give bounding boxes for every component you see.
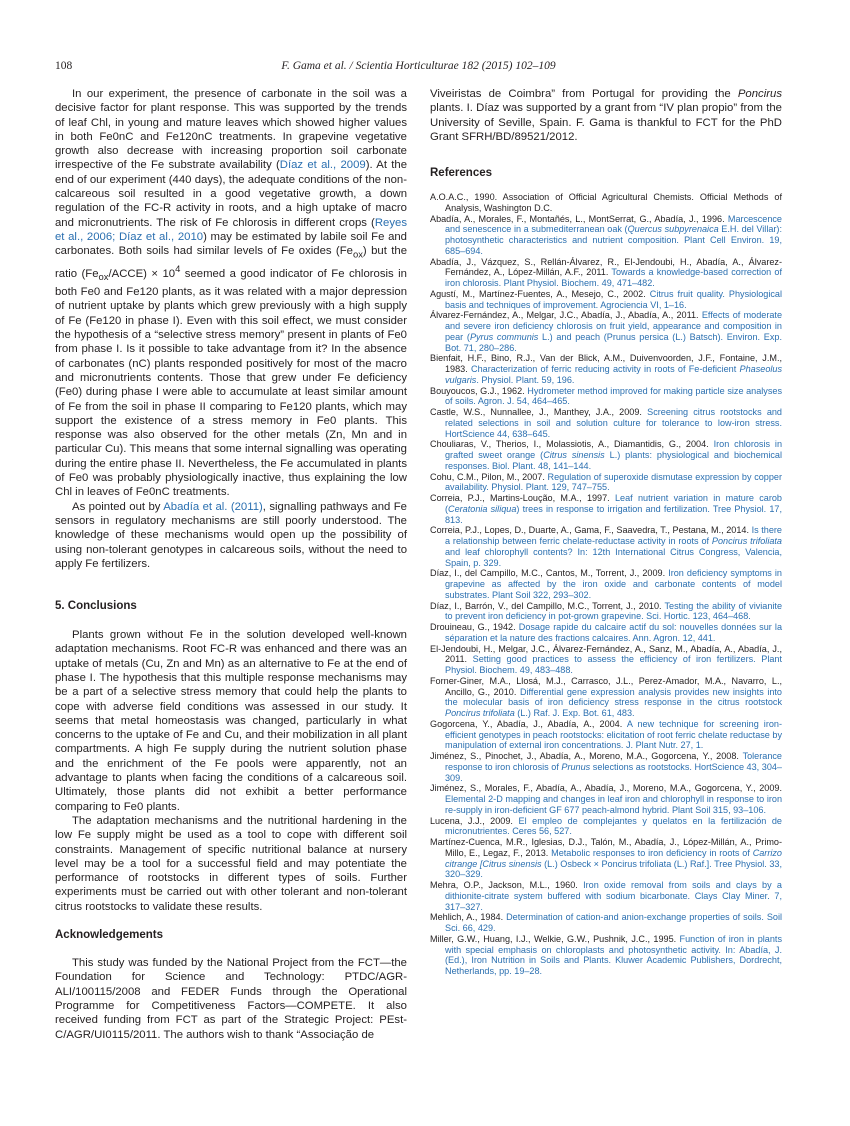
reference-link[interactable]: Iron chlorosis in grafted sweet orange ( [445,439,783,461]
reference-authors: Díaz, I., del Campillo, M.C., Cantos, M., Torrent, J., 2009. [430,568,669,579]
acknowledgements-continued [430,87,782,144]
reference-authors: Castle, W.S., Nunnallee, J., Manthey, J.A., 2009. [430,407,648,418]
reference-link[interactable]: El empleo de complejantes y quelatos en la fertilización de micronutrientes. Ceres 56, 527. [445,815,782,837]
reference-link[interactable]: Tolerance response to iron chlorosis of [445,751,782,772]
reference-authors: Mehlich, A., 1984. [430,912,507,923]
discussion-paragraph-2 [55,500,407,571]
reference-link[interactable]: Prunus [561,761,591,772]
reference-list [430,192,782,977]
reference-authors: Cohu, C.M., Pilon, M., 2007. [430,471,548,482]
reference-authors: Martínez-Cuenca, M.R., Iglesias, D.J., Talón, M., Abadía, J., López-Millán, A., Primo-Millo, E., Legaz, F., 2013. [430,837,782,858]
reference-item [430,934,782,977]
text-run: Viveiristas de Coimbra” from Portugal for providing the [430,88,738,100]
reference-authors: Jiménez, S., Pinochet, J., Abadía, A., Moreno, M.A., Gogorcena, Y., 2008. [430,751,743,762]
reference-authors: Correia, P.J., Martins-Loução, M.A., 1997. [430,493,615,504]
reference-link[interactable]: Setting good practices to assess the efficiency of iron fertilizers. Plant Physiol. Biochem. 49, 483–488. [445,654,782,676]
reference-item [430,472,782,494]
reference-authors: Lucena, J.J., 2009. [430,815,519,826]
reference-link[interactable]: Towards a knowledge-based correction of iron chlorosis. Plant Physiol. Biochem. 49, 471–482. [445,267,782,289]
reference-link[interactable]: A new technique for screening iron-efficient genotypes in peach rootstocks: elicitation of root ferric chelate reductase by manipulation of external iron concentrations. J. Plant Nutr. 27, 1. [445,718,782,751]
reference-item [430,439,782,471]
reference-authors: Gogorcena, Y., Abadía, J., Abadía, A., 2004. [430,718,627,729]
reference-link[interactable]: Characterization of ferric reducing activity in roots of Fe-deficient [471,364,740,375]
reference-link[interactable]: E.H. del Villar): photosynthetic characteristics and nutrient composition. Plant Cell Environ. 19, 685–694. [445,224,782,256]
reference-authors: Bienfait, H.F., Bino, R.J., Van der Blick, A.M., Duivenvoorden, J.F., Fontaine, J.M., 1983. [430,353,782,375]
reference-item [430,525,782,568]
reference-item [430,837,782,880]
reference-authors: Álvarez-Fernández, A., Melgar, J.C., Abadía, J., Abadía, A., 2011. [430,310,702,321]
reference-item [430,644,782,676]
references-heading: References [430,167,493,180]
reference-link[interactable]: Poncirus trifoliata [445,708,515,719]
reference-link[interactable]: Is there a relationship between ferric chelate-reductase activity in roots of [445,525,782,547]
conclusions-paragraph-1: Plants grown without Fe in the solution developed well-known adaptation mechanisms. Root FC-R was enhanced and there was an uptake of metals (Cu, Zn and Mn) as an alternative to Fe at the end of phase I. The hypothesis that this multiple response mechanisms may be a part of a selective stress memory that could help the plants to cope with adverse field conditions was assessed in our study. It seems that metal homeostasis was changed, particularly in what concerns to the uptake of Fe and Cu, and their mobilization in all plant compartments. A high Fe supply during the nutrient solution phase and the enrichment of the Fe pools were apparently, not an advantage to plants when facing the conditions of a calcareous soil. Ultimately, those plants did not exhibit a better performance comparing to Fe0 plants. [55,629,407,813]
reference-authors: Abadía, A., Morales, F., Montañés, L., MontSerrat, G., Abadía, J., 1996. [430,213,728,224]
text-run: , signalling pathways and Fe sensors in regulatory mechanisms are still poorly understood. The knowledge of these mechanisms would open up the possibility of using non-tolerant genotypes in calcareous soils, without the need to apply Fe fertilizers. [55,500,407,570]
reference-item [430,816,782,838]
reference-item [430,386,782,408]
reference-item [430,622,782,644]
reference-item [430,289,782,311]
reference-authors: Abadía, J., Vázquez, S., Rellán-Álvarez, R., El-Jendoubi, H., Abadía, A., Álvarez-Fernández, A., López-Millán, A.F., 2011. [430,256,782,278]
text-run: seemed a good indicator of Fe chlorosis in both Fe0 and Fe120 plants, as it was related with a major depression of nutrient uptake by plants which grew previously with a high supply of Fe (Fe120 in phase I). Even with this soil effect, we must consider the hypothesis of a “selective stress memory” present in plants of Fe0 from phase I. Is it possible to take advantage from it? In the absence of carbonates (nC) plants responded positively for most of the macro and micronutrients contents. Those that grew under Fe deficiency (Fe0) during phase I were able to accumulate at least similar amount of Fe from the soil in phase II comparing to Fe120 plants, which may support the existence of a stress memory in Fe0 plants. This response was also observed for the other metals (Zn, Mn and in particular Cu). This means that some internal signalling was operating during the entire phase II. Nevertheless, the Fe accumulated in plants of Fe0 was probably physiologically inactive, thus explaining the low Chl in leaves of Fe0nC treatments. [55,267,407,499]
reference-item [430,751,782,783]
running-title: F. Gama et al. / Scientia Horticulturae 182 (2015) 102–109 [281,60,556,72]
page-number: 108 [55,60,73,72]
citation-link[interactable]: Reyes et al., 2006; Díaz et al., 2010 [55,216,407,243]
reference-item [430,214,782,257]
reference-item [430,912,782,934]
reference-link[interactable]: selections as rootstocks. HortScience 43, 304–309. [445,761,782,783]
text-run: In our experiment, the presence of carbonate in the soil was a decisive factor for plant response. This was supported by the trends of leaf Chl, in young and mature leaves which showed higher values in both Fe0nC and Fe120nC treatments. In grapevine vegetative growth also decrease with increasing proportion soil carbonate irrespective of the Fe substrate availability ( [55,88,407,172]
reference-link[interactable]: (L.) Raf. J. Exp. Bot. 61, 483. [514,708,635,719]
reference-link[interactable]: L.) and peach (Prunus persica (L.) Batsch). Environ. Exp. Bot. 71, 280–286. [445,331,782,353]
reference-link[interactable]: . Physiol. Plant. 59, 196. [476,374,575,385]
reference-link[interactable]: Testing the ability of vivianite to prevent iron deficiency in pot-grown grapevine. Sci. Hortic. 123, 464–468. [445,600,783,622]
conclusions-paragraph-2: The adaptation mechanisms and the nutritional hardening in the low Fe supply might be used as a tool to cope with different soil constraints. Management of specific nutritional balance at nursery level may be a tool for a successful field and may potentiate the performance of rootstocks in different types of soils. Further experiments must be carried out with other tolerant and non-tolerant citrus rootstocks to validate these results. [55,814,407,913]
reference-link[interactable]: Screening citrus rootstocks and related selections in soil and solution culture for tolerance to low-iron stress. HortScience 44, 638–645. [445,407,782,439]
reference-link[interactable]: (L.) Osbeck × Poncirus trifoliata (L.) Raf.]. Tree Physiol. 33, 320–329. [445,858,782,880]
reference-item [430,310,782,353]
citation-link[interactable]: Díaz et al., 2009 [279,159,366,172]
reference-item [430,493,782,525]
reference-link[interactable]: Ceratonia siliqua [448,503,517,514]
reference-authors: A.O.A.C., 1990. Association of Official Agricultural Chemists. Official Methods of Analysis, Washington D.C. [430,192,782,213]
superscript: 4 [175,263,181,275]
reference-link[interactable]: Elemental 2-D mapping and changes in leaf iron and chlorophyll in response to iron re-supply in iron-deficient GF 677 peach-almond hybrid. Plant Soil 315, 93–106. [445,794,782,815]
reference-authors: Forner-Giner, M.A., Llosá, M.J., Carrasco, J.L., Perez-Amador, M.A., Navarro, L., Ancillo, G., 2010. [430,675,782,697]
reference-item [430,192,782,214]
reference-authors: El-Jendoubi, H., Melgar, J.C., Álvarez-Fernández, A., Sanz, M., Abadía, A., Abadía, J., 2011. [430,643,782,665]
reference-link[interactable]: Leaf nutrient variation in mature carob ( [445,493,782,514]
reference-item [430,719,782,751]
reference-link[interactable]: Quercus subpyrenaica [627,224,719,235]
text-run: As pointed out by [72,500,164,513]
reference-item [430,601,782,623]
reference-link[interactable]: Dosage rapide du calcaire actif du sol: nouvelles données sur la séparation et la nature des fractions calcaires. Ann. Agron. 12, 441. [445,622,783,643]
reference-link[interactable]: Poncirus trifoliata [711,536,782,547]
acknowledgements-heading: Acknowledgements [55,929,163,942]
text-run: ). At the end of our experiment (440 days), the adequate conditions of the non-calcareous soil resulted in a good vegetative growth, a down regulation of the FC-R activity in roots, and a high uptake of macro and micronutrients. The risk of Fe chlorosis in different crops ( [55,159,408,229]
reference-link[interactable]: Phaseolus vulgaris [445,364,782,385]
reference-item [430,676,782,719]
reference-authors: Chouliaras, V., Therios, I., Molassiotis, A., Diamantidis, G., 2004. [430,439,714,450]
reference-authors: Miller, G.W., Huang, I.J., Welkie, G.W., Pushnik, J.C., 1995. [430,933,680,944]
reference-link[interactable]: Citrus fruit quality. Physiological basis and techniques of improvement. Agrociencia VI, 1–16. [445,288,782,310]
reference-link[interactable]: L.) plants: physiological and biochemical responses. Biol. Plant. 48, 141–144. [445,450,782,471]
reference-link[interactable]: Hydrometer method improved for making particle size analyses of soils. Agron. J. 54, 464–465. [445,385,782,407]
italic-text: Poncirus [737,88,782,100]
subscript: ox [98,271,109,283]
reference-link[interactable]: Carrizo citrange [Citrus sinensis [445,847,782,869]
reference-item [430,783,782,815]
reference-item [430,880,782,912]
reference-link[interactable]: Iron oxide removal from soils and clays by a dithionite-citrate system buffered with sodium bicarbonate. Clays Clay Miner. 7, 317–327. [445,880,782,912]
reference-authors: Jiménez, S., Morales, F., Abadía, A., Abadía, J., Moreno, M.A., Gogorcena, Y., 2009. [430,783,782,794]
reference-authors: Correia, P.J., Lopes, D., Duarte, A., Gama, F., Saavedra, T., Pestana, M., 2014. [430,525,752,536]
reference-link[interactable]: Citrus sinensis [543,450,605,461]
left-column [55,87,407,1042]
subscript: ox [352,249,363,261]
citation-link[interactable]: Abadía et al. (2011) [163,500,263,513]
reference-item [430,407,782,439]
reference-link[interactable]: Pyrus communis [469,331,539,342]
reference-link[interactable]: and leaf chlorophyll contents? In: 12th International Citrus Congress, Valencia, Spain, p. 329. [445,546,782,568]
reference-link[interactable]: Regulation of superoxide dismutase expression by copper availability. Physiol. Plant. 129, 747–755. [445,471,782,493]
reference-link[interactable]: Iron deficiency symptoms in grapevine as affected by the iron oxide and carbonate contents of model substrates. Plant Soil 322, 293–302. [445,568,782,600]
text-run: plants. I. Díaz was supported by a grant from “IV plan propio” from the University of Seville, Spain. F. Gama is thankful to FCT for the PhD Grant SFRH/BD/89521/2012. [430,102,782,143]
discussion-paragraph-1 [55,87,407,500]
reference-authors: Bouyoucos, G.J., 1962. [430,385,528,396]
reference-item [430,353,782,385]
reference-link[interactable]: Effects of moderate and severe iron deficiency chlorosis on fruit yield, appearance and composition in pear ( [445,310,783,342]
reference-link[interactable]: Differential gene expression analysis provides new insights into the molecular basis of iron deficiency stress response in the citrus rootstock [445,686,782,708]
reference-link[interactable]: Determination of cation-and anion-exchange properties of soils. Soil Sci. 66, 429. [445,912,782,934]
text-run: ) may be estimated by labile soil Fe and carbonates. Both soils had similar levels of Fe oxides (Fe [55,230,407,258]
reference-authors: Díaz, I., Barrón, V., del Campillo, M.C., Torrent, J., 2010. [430,600,665,611]
reference-authors: Agustí, M., Martínez-Fuentes, A., Mesejo, C., 2002. [430,288,650,299]
text-run: ) but the ratio (Fe [55,245,408,280]
conclusions-heading: 5. Conclusions [55,600,137,613]
reference-authors: Drouineau, G., 1942. [430,622,519,633]
reference-link[interactable]: Marcescence and senescence in a submediterranean oak ( [445,213,782,235]
reference-item [430,257,782,289]
page-header [55,60,782,76]
reference-link[interactable]: Metabolic responses to iron deficiency in roots of [551,847,753,858]
reference-authors: Mehra, O.P., Jackson, M.L., 1960. [430,880,584,891]
reference-link[interactable]: ) trees in response to irrigation and fertilization. Tree Physiol. 17, 813. [445,503,782,525]
reference-link[interactable]: Function of iron in plants with special emphasis on chloroplasts and photosynthetic activity. In: Abadía, J. (Ed.), Iron Nutrition in Soils and Plants. Kluwer Academic Publishers, Dordrecht, Netherlands, pp. 19–28. [445,933,782,977]
text-run: /ACCE) × 10 [108,267,176,280]
reference-item [430,568,782,600]
acknowledgements-paragraph: This study was funded by the National Project from the FCT—the Foundation for Science and Technology: PTDC/AGR-ALI/100115/2008 and FEDER Funds through the Operational Programme for Competitiveness Factors—COMPETE. It also received funding from FCT as part of the Strategic Project: PEst-C/AGR/UI0115/2011. The authors wish to thank “Associação de [55,957,407,1041]
right-column [430,87,782,977]
